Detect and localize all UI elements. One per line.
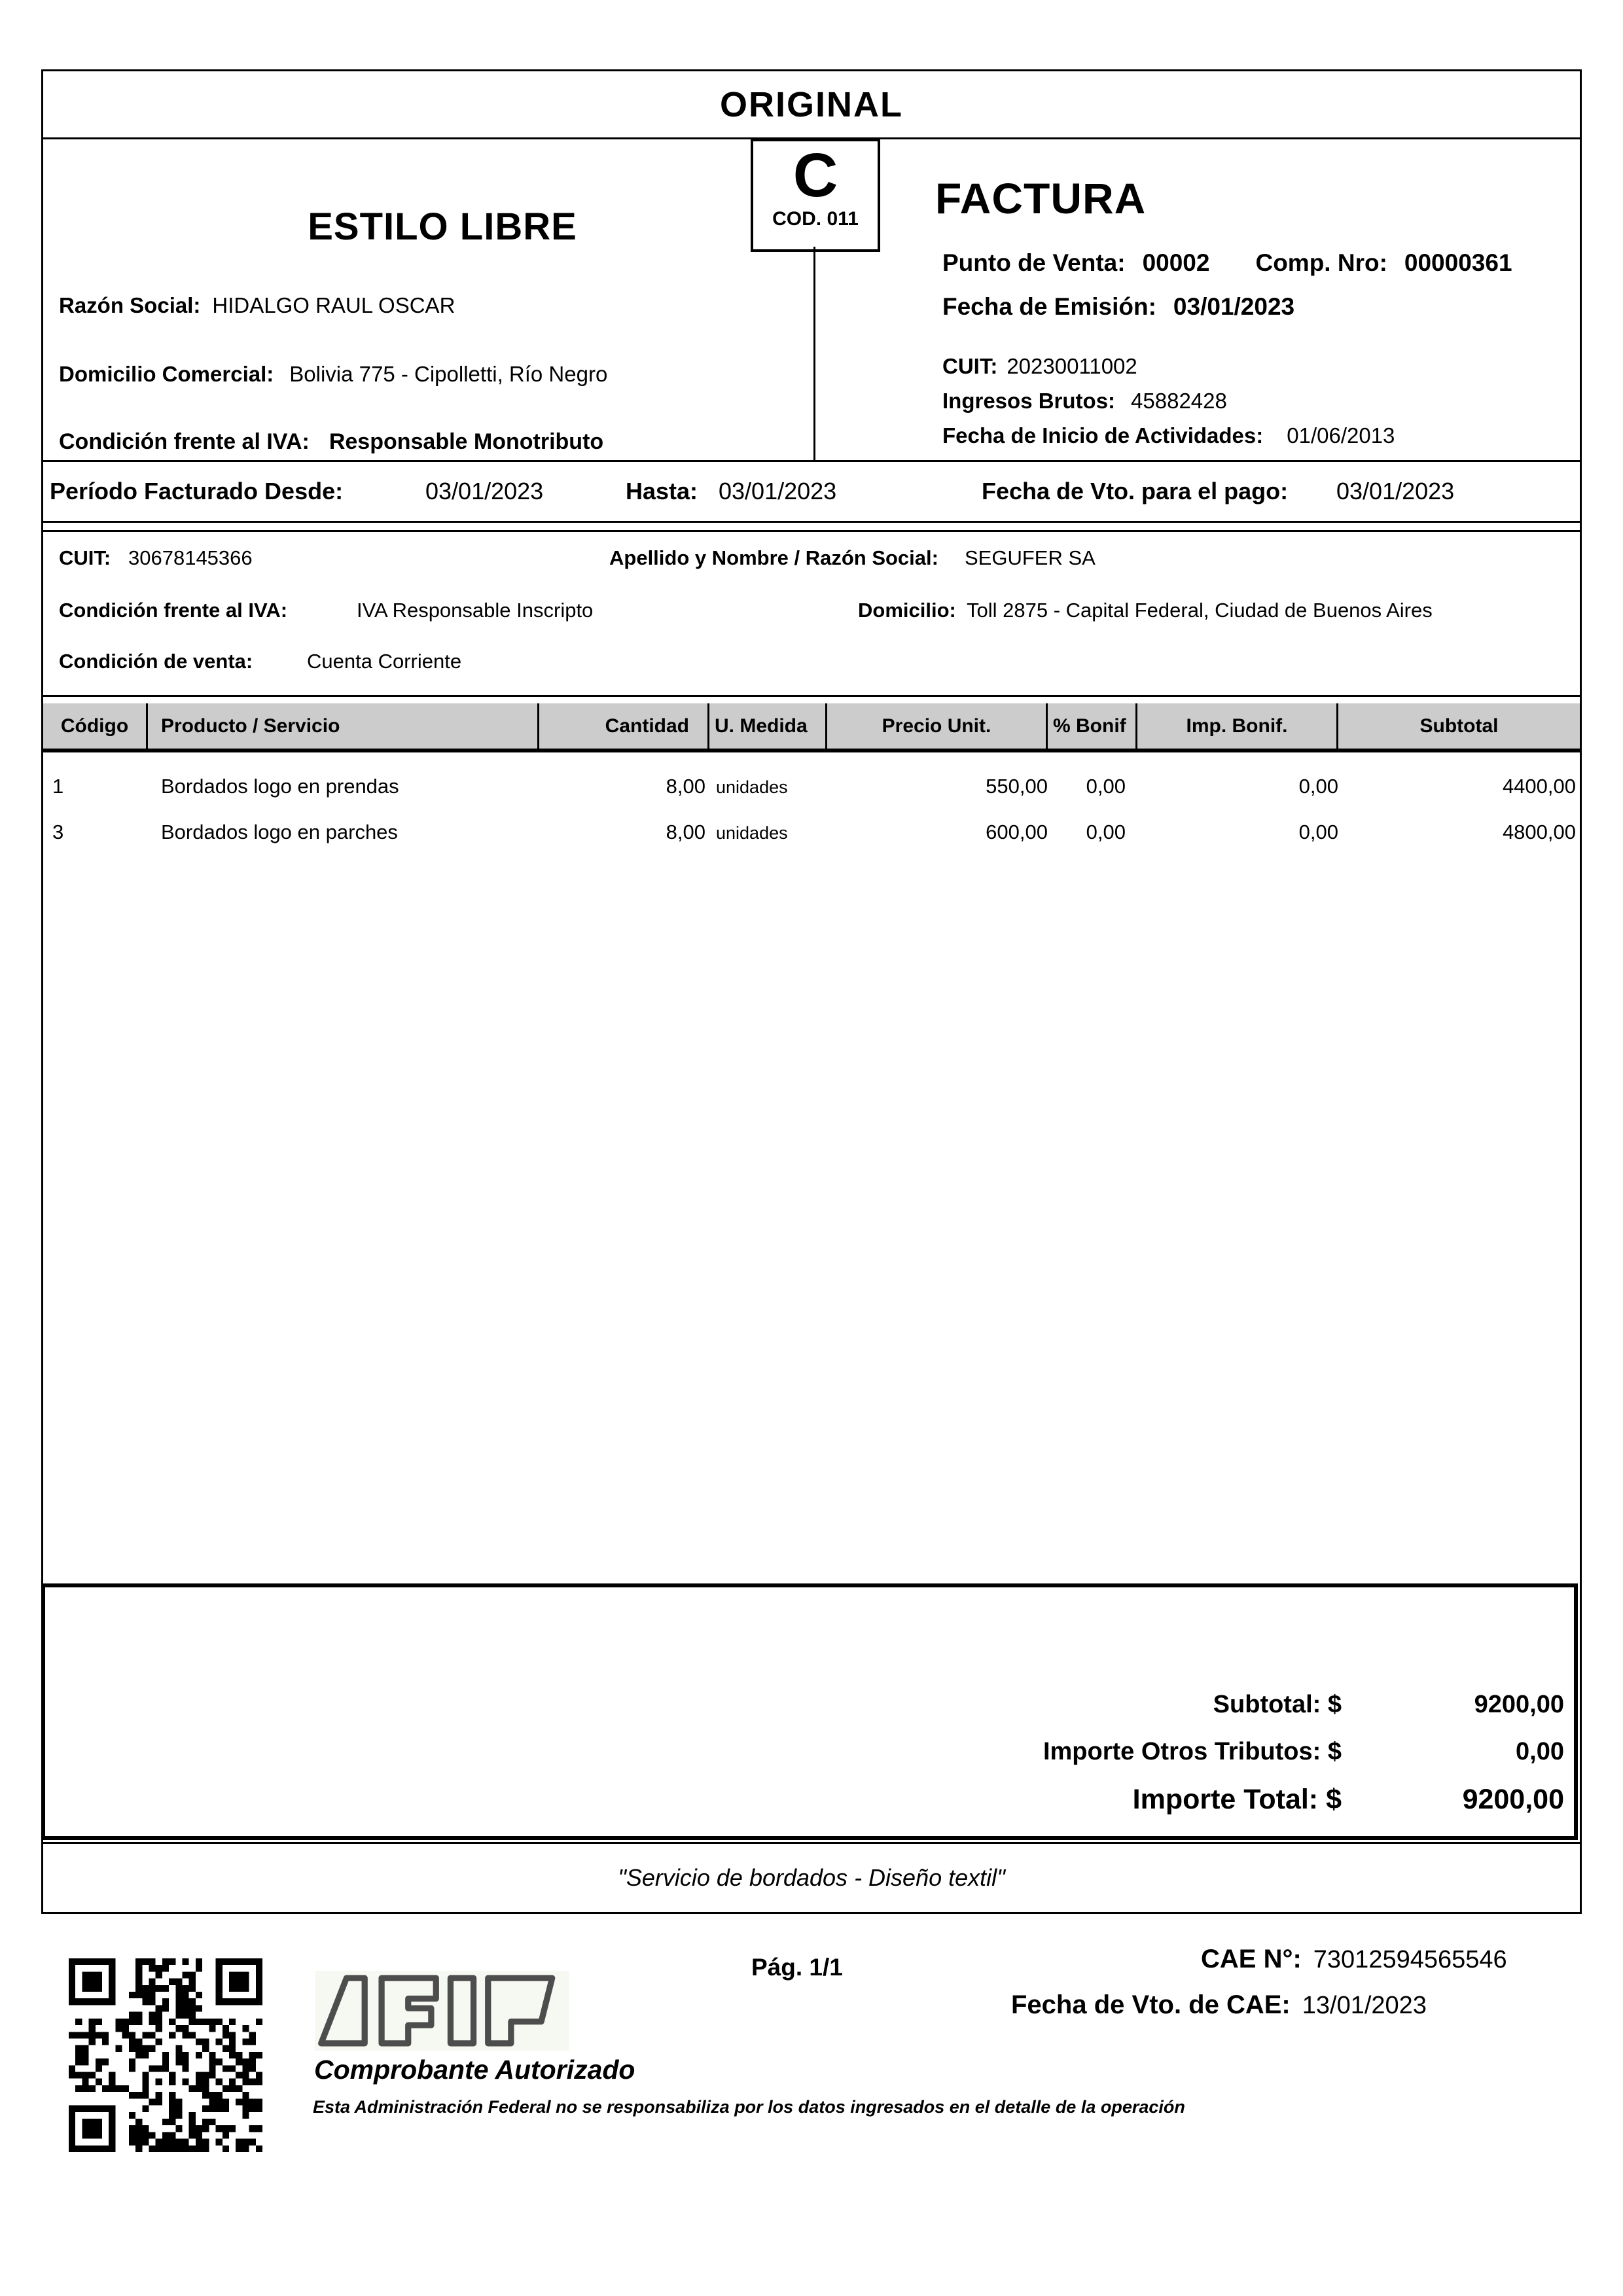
cell-subtotal: 4800,00 — [1502, 821, 1576, 843]
seller-address-label: Domicilio Comercial: — [59, 362, 274, 386]
activity-start-label: Fecha de Inicio de Actividades: — [942, 423, 1264, 448]
authorized-stamp-text: Comprobante Autorizado — [314, 2055, 635, 2085]
payment-due-value: 03/01/2023 — [1336, 478, 1455, 504]
cell-impbonif: 0,00 — [1298, 775, 1338, 798]
cae-label: CAE N°: — [1201, 1945, 1302, 1973]
cell-cantidad: 8,00 — [666, 775, 705, 798]
cell-precio: 600,00 — [986, 821, 1048, 843]
cae-due-value: 13/01/2023 — [1302, 1992, 1427, 2019]
other-taxes-value: 0,00 — [1516, 1738, 1564, 1765]
customer-box — [41, 530, 1582, 697]
subtotal-value: 9200,00 — [1474, 1691, 1564, 1718]
cell-umedida: unidades — [716, 777, 788, 797]
cell-bonif: 0,00 — [1086, 775, 1126, 798]
afip-disclaimer-text: Esta Administración Federal no se responsabiliza por los datos ingresados en el detalle de la operación — [313, 2097, 1185, 2117]
seller-cuit-value: 20230011002 — [1007, 354, 1137, 378]
document-type-title: FACTURA — [935, 174, 1147, 222]
seller-iva-value: Responsable Monotributo — [329, 429, 604, 454]
invoice-letter-code: COD. 011 — [772, 208, 859, 230]
gross-income-label: Ingresos Brutos: — [942, 389, 1116, 413]
customer-cuit-value: 30678145366 — [128, 546, 253, 569]
activity-start-value: 01/06/2013 — [1287, 423, 1395, 448]
copy-type-band — [43, 71, 1580, 139]
other-taxes-row — [45, 1738, 1574, 1766]
subtotal-label: Subtotal: $ — [1213, 1691, 1342, 1718]
table-row — [43, 818, 1580, 851]
seller-address-row — [59, 362, 607, 387]
service-quote-text: "Servicio de bordados - Diseño textil" — [618, 1864, 1005, 1891]
cell-bonif: 0,00 — [1086, 821, 1126, 843]
activity-start-row — [942, 423, 1395, 448]
other-taxes-label: Importe Otros Tributos: $ — [1043, 1738, 1342, 1765]
seller-razon-social-value: HIDALGO RAUL OSCAR — [212, 293, 455, 317]
header-subtotal: Subtotal — [1419, 715, 1499, 737]
billing-period-band — [43, 462, 1580, 523]
seller-razon-social-row — [59, 293, 455, 318]
comp-nro-label: Comp. Nro: — [1255, 249, 1387, 276]
comp-nro-value: 00000361 — [1404, 249, 1512, 276]
customer-address-value: Toll 2875 - Capital Federal, Ciudad de Buenos Aires — [967, 599, 1433, 622]
cell-subtotal: 4400,00 — [1502, 775, 1576, 798]
issue-date-row — [942, 293, 1294, 321]
cell-precio: 550,00 — [986, 775, 1048, 798]
pos-label: Punto de Venta: — [942, 249, 1126, 276]
period-to-label: Hasta: — [626, 478, 698, 504]
invoice-letter: C — [793, 141, 838, 210]
header-vertical-divider — [813, 247, 815, 460]
payment-due-label: Fecha de Vto. para el pago: — [982, 478, 1289, 504]
totals-box — [41, 1583, 1578, 1840]
gross-income-row — [942, 389, 1227, 414]
cell-cantidad: 8,00 — [666, 821, 705, 843]
seller-razon-social-label: Razón Social: — [59, 293, 201, 317]
customer-name-value: SEGUFER SA — [965, 546, 1096, 569]
customer-name-label: Apellido y Nombre / Razón Social: — [609, 546, 938, 569]
customer-cuit-label: CUIT: — [59, 546, 111, 569]
issue-date-label: Fecha de Emisión: — [942, 293, 1156, 320]
subtotal-row — [45, 1691, 1574, 1719]
period-from-label: Período Facturado Desde: — [50, 478, 344, 504]
header-producto: Producto / Servicio — [148, 703, 539, 749]
total-value: 9200,00 — [1462, 1784, 1564, 1815]
header-codigo: Código — [43, 703, 148, 749]
cell-producto: Bordados logo en prendas — [161, 775, 399, 798]
gross-income-value: 45882428 — [1131, 389, 1227, 413]
items-table-header — [43, 703, 1580, 752]
customer-address-label: Domicilio: — [858, 599, 956, 622]
invoice-frame — [41, 69, 1582, 1914]
point-of-sale-row — [942, 249, 1512, 277]
table-row — [43, 772, 1580, 805]
header-impbonif: Imp. Bonif. — [1137, 703, 1338, 749]
seller-cuit-row — [942, 354, 1137, 379]
sale-condition-value: Cuenta Corriente — [307, 650, 462, 673]
pos-value: 00002 — [1142, 249, 1210, 276]
invoice-header — [43, 139, 1580, 462]
total-row — [45, 1784, 1574, 1816]
service-quote-band — [43, 1842, 1580, 1912]
cell-codigo: 1 — [52, 775, 64, 798]
cell-umedida: unidades — [716, 823, 788, 843]
total-label: Importe Total: $ — [1132, 1784, 1342, 1815]
header-bonif: % Bonif — [1048, 703, 1137, 749]
seller-cuit-label: CUIT: — [942, 354, 998, 378]
period-from-value: 03/01/2023 — [425, 478, 544, 504]
copy-type-label: ORIGINAL — [720, 84, 903, 124]
seller-address-value: Bolivia 775 - Cipolletti, Río Negro — [289, 362, 608, 386]
qr-code — [69, 1958, 262, 2152]
sale-condition-label: Condición de venta: — [59, 650, 253, 673]
seller-iva-label: Condición frente al IVA: — [59, 429, 310, 454]
seller-iva-row — [59, 429, 603, 455]
afip-logo — [313, 1971, 571, 2051]
cae-row — [1201, 1945, 1507, 1974]
seller-business-name: ESTILO LIBRE — [308, 205, 577, 248]
cell-codigo: 3 — [52, 821, 64, 843]
customer-iva-label: Condición frente al IVA: — [59, 599, 288, 622]
customer-iva-value: IVA Responsable Inscripto — [357, 599, 594, 622]
page-number: Pág. 1/1 — [751, 1954, 843, 1981]
issue-date-value: 03/01/2023 — [1173, 293, 1295, 320]
header-umedida: U. Medida — [709, 703, 827, 749]
invoice-letter-box — [751, 139, 880, 252]
period-to-value: 03/01/2023 — [719, 478, 837, 504]
header-cantidad: Cantidad — [539, 703, 709, 749]
cae-due-row — [1011, 1990, 1427, 2020]
cae-due-label: Fecha de Vto. de CAE: — [1011, 1990, 1291, 2019]
cae-value: 73012594565546 — [1313, 1946, 1507, 1973]
header-precio: Precio Unit. — [827, 703, 1048, 749]
cell-producto: Bordados logo en parches — [161, 821, 398, 843]
cell-impbonif: 0,00 — [1298, 821, 1338, 843]
